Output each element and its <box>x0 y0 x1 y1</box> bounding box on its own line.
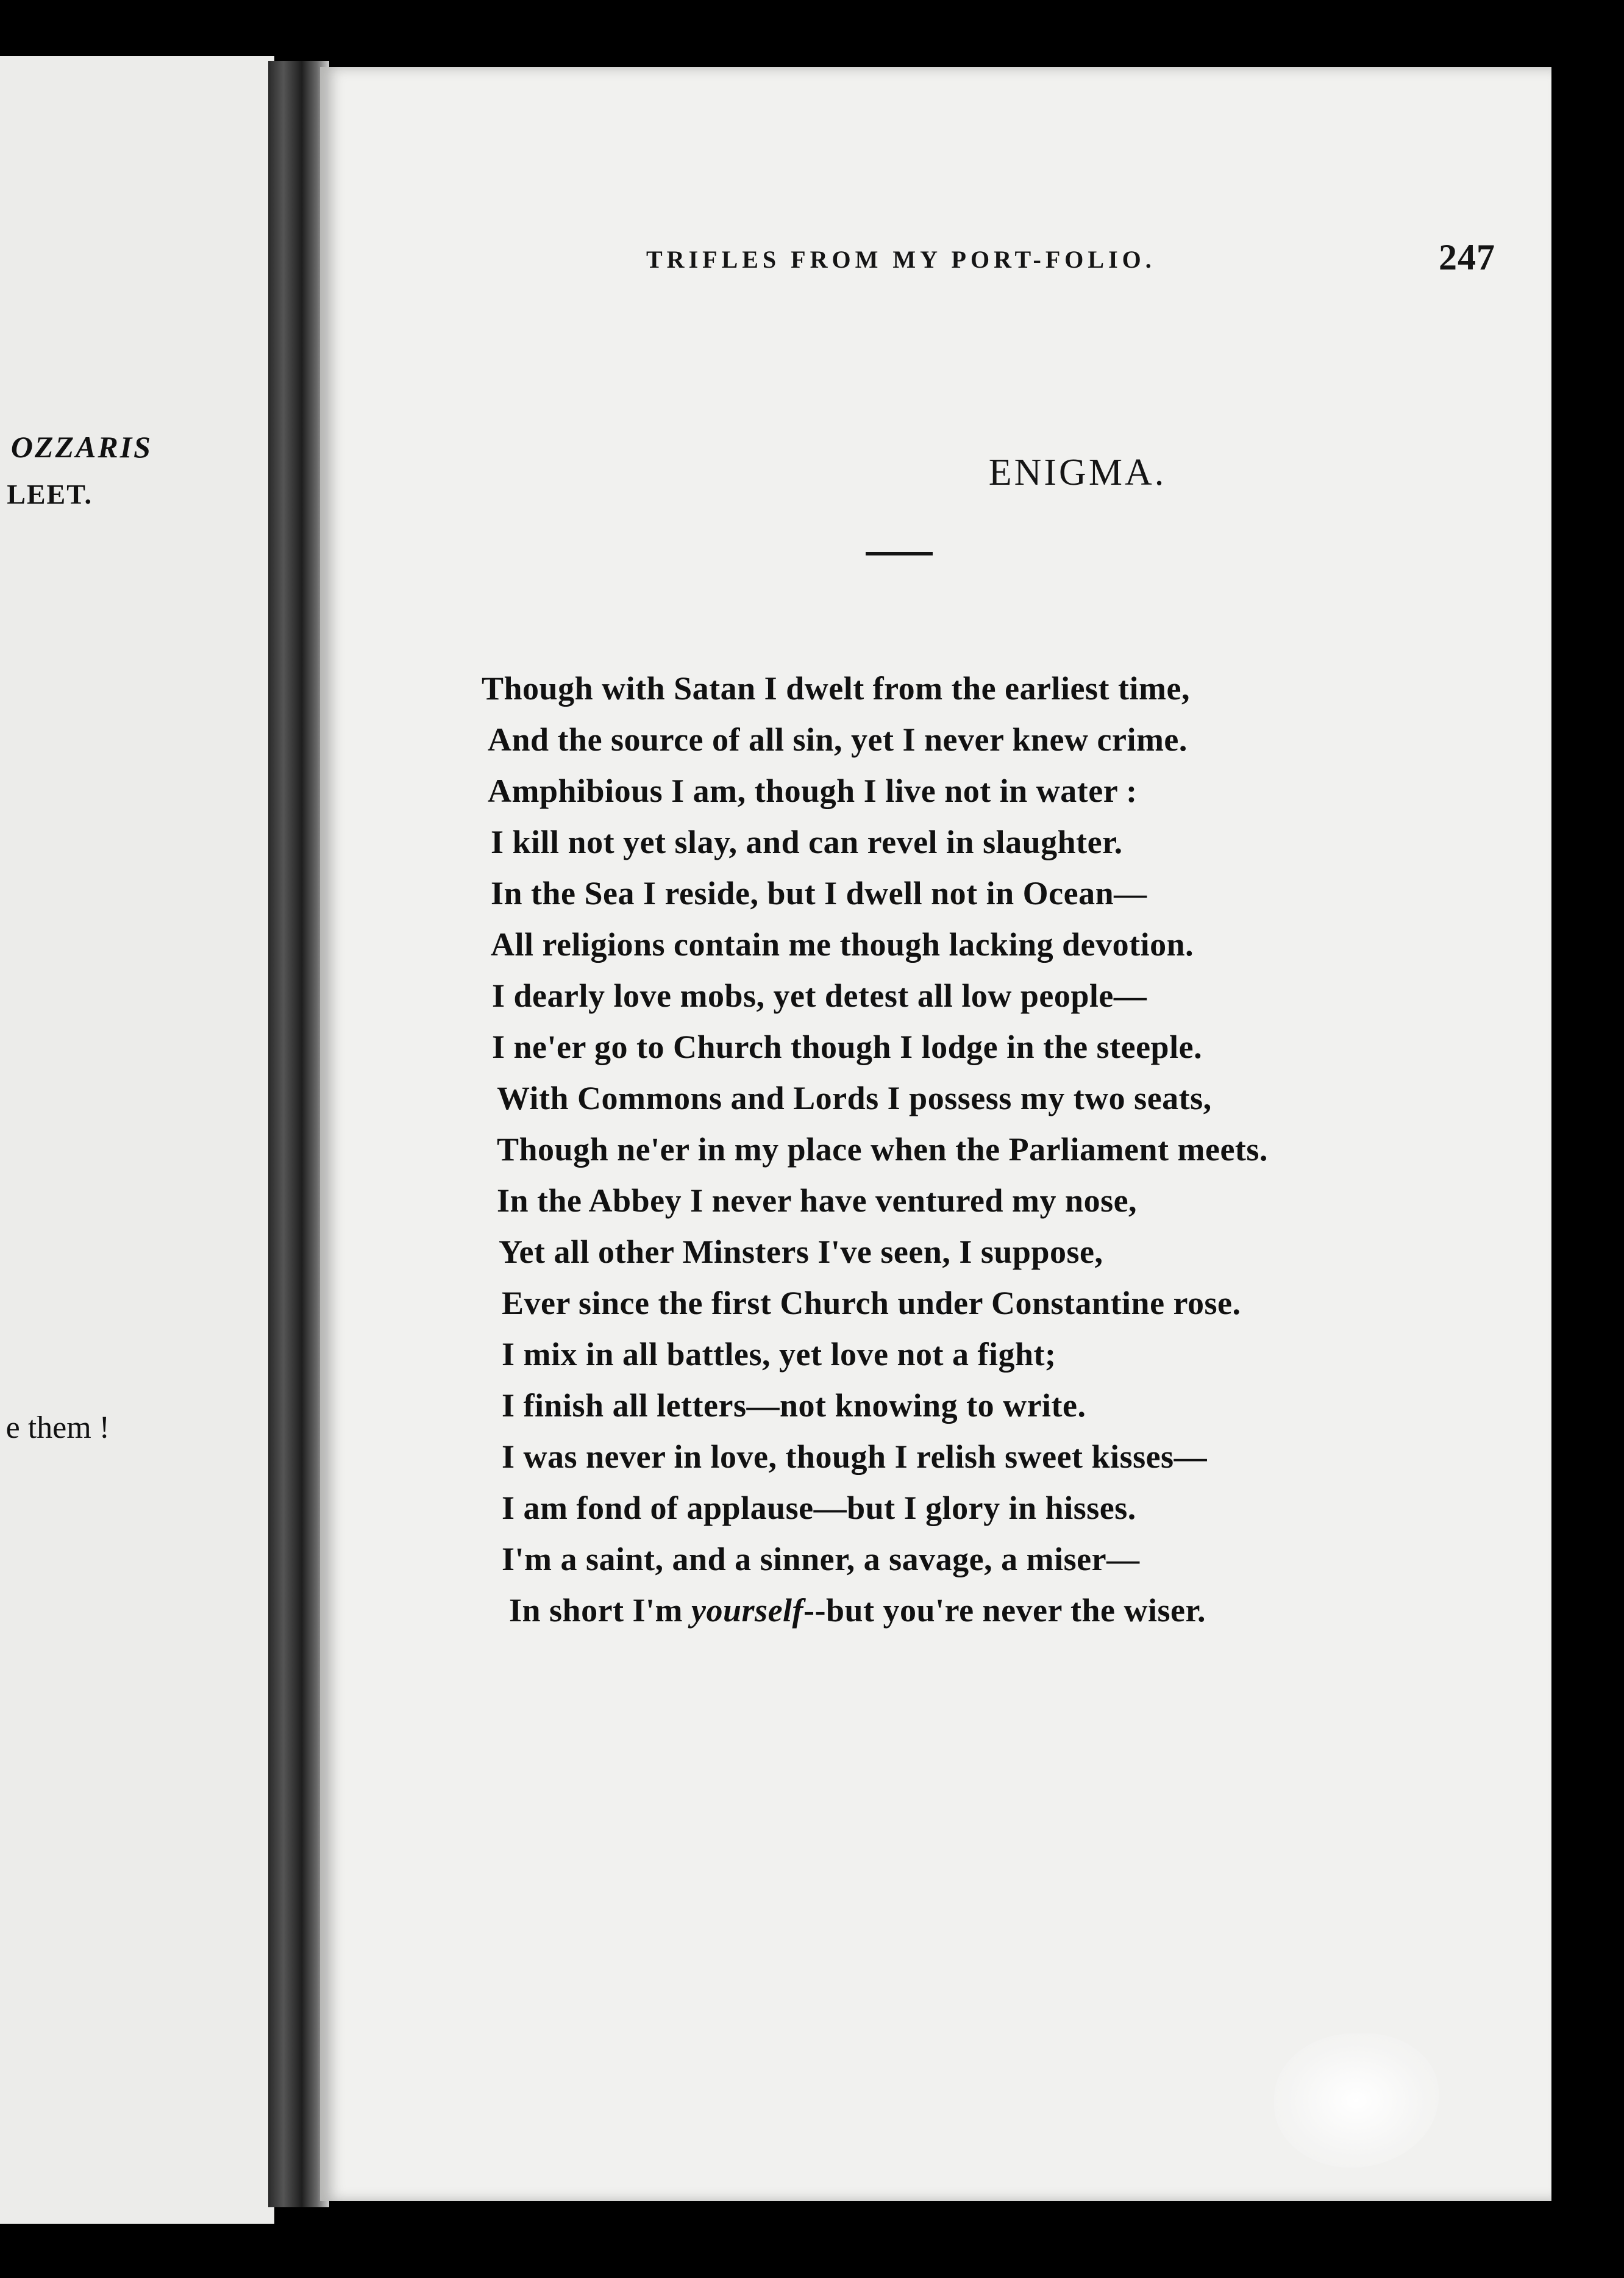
poem-italic-word: yourself <box>691 1592 804 1629</box>
poem-line: With Commons and Lords I possess my two seats, <box>497 1080 1212 1116</box>
paper-stain <box>1274 2033 1439 2168</box>
poem-line: I kill not yet slay, and can revel in slaughter. <box>491 824 1123 860</box>
poem-line: Ever since the first Church under Constantine rose. <box>502 1285 1241 1321</box>
poem-line: I ne'er go to Church though I lodge in the steeple. <box>492 1029 1203 1065</box>
left-page-subtitle-fragment: LEET. <box>7 479 93 510</box>
left-facing-page <box>0 56 274 2224</box>
poem-line: Though ne'er in my place when the Parliament meets. <box>497 1131 1268 1168</box>
poem-line: In the Abbey I never have ventured my nose, <box>497 1182 1138 1219</box>
poem-line: Though with Satan I dwelt from the earliest time, <box>482 670 1190 707</box>
poem-line: I finish all letters—not knowing to write. <box>502 1387 1086 1424</box>
poem-line: I'm a saint, and a sinner, a savage, a miser— <box>502 1541 1140 1577</box>
poem-line: I mix in all battles, yet love not a fight; <box>502 1336 1056 1373</box>
poem-line: I was never in love, though I relish sweet kisses— <box>502 1438 1208 1475</box>
poem-line: I am fond of applause—but I glory in hisses. <box>502 1490 1136 1526</box>
poem-line: And the source of all sin, yet I never knew crime. <box>488 721 1188 758</box>
poem-line: Amphibious I am, though I live not in water : <box>488 773 1138 809</box>
poem-last-line <box>509 1591 1206 1629</box>
poem-title: ENIGMA. <box>988 452 1167 493</box>
poem-line: All religions contain me though lacking devotion. <box>491 926 1194 963</box>
poem-line: In the Sea I reside, but I dwell not in Ocean— <box>491 875 1147 912</box>
page-number: 247 <box>1439 237 1495 277</box>
poem-last-line-end: --but you're never the wiser. <box>803 1592 1206 1629</box>
poem-line: Yet all other Minsters I've seen, I suppose, <box>499 1234 1103 1270</box>
title-rule <box>866 552 933 555</box>
right-page <box>320 67 1551 2201</box>
poem-line: I dearly love mobs, yet detest all low people— <box>492 977 1147 1014</box>
running-head-title: TRIFLES FROM MY PORT-FOLIO. <box>646 246 1156 273</box>
left-page-title-fragment: OZZARIS <box>10 430 152 464</box>
poem-last-line-start: In short I'm <box>509 1592 692 1629</box>
left-page-text-fragment: e them ! <box>5 1410 110 1445</box>
